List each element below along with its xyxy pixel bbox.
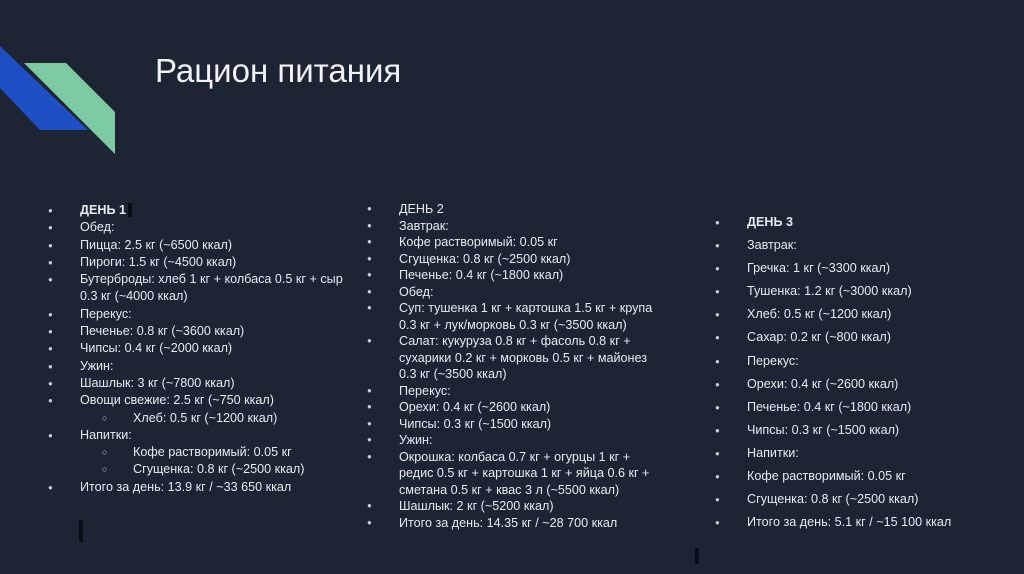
list-item: ● Завтрак: <box>747 234 951 257</box>
list-item: редис 0.5 кг + картошка 1 кг + яйца 0.6 кг + <box>399 466 650 480</box>
list-item: ● Перекус: <box>747 350 951 373</box>
cursor-mark <box>79 520 83 542</box>
list-item: ● Салат: кукуруза 0.8 кг + фасоль 0.8 кг + <box>399 333 652 350</box>
list-item: ● Сахар: 0.2 кг (~800 ккал) <box>747 326 951 349</box>
list-item: ● Сгущенка: 0.8 кг (~2500 ккал) <box>747 488 951 511</box>
list-item: ● Ужин: <box>80 358 343 375</box>
list-item: ● Хлеб: 0.5 кг (~1200 ккал) <box>747 303 951 326</box>
list-item: ● Орехи: 0.4 кг (~2600 ккал) <box>399 399 652 416</box>
list-item: ● Бутерброды: хлеб 1 кг + колбаса 0.5 кг + сыр <box>80 271 343 288</box>
list-item: ● Кофе растворимый: 0.05 кг <box>399 234 652 251</box>
list-item: ● Сгущенка: 0.8 кг (~2500 ккал) <box>399 251 652 268</box>
list-item: ● Печенье: 0.4 кг (~1800 ккал) <box>399 267 652 284</box>
list-item: ● Тушенка: 1.2 кг (~3000 ккал) <box>747 280 951 303</box>
list-item: ● Перекус: <box>399 383 652 400</box>
list-item: ● Перекус: <box>80 306 343 323</box>
list-item: ● Напитки: <box>747 442 951 465</box>
list-item: ● Кофе растворимый: 0.05 кг <box>747 465 951 488</box>
list-item: ● Шашлык: 2 кг (~5200 ккал) <box>399 498 652 515</box>
sub-list-item: ○ Сгущенка: 0.8 кг (~2500 ккал) <box>80 461 343 478</box>
list-item: ● Овощи свежие: 2.5 кг (~750 ккал) <box>80 392 343 409</box>
list-item: ● Печенье: 0.8 кг (~3600 ккал) <box>80 323 343 340</box>
day2-list <box>399 201 652 531</box>
slide-title: Рацион питания <box>155 52 402 89</box>
list-item: ● Напитки: <box>80 427 343 444</box>
list-item: ● ДЕНЬ 1 <box>80 202 343 219</box>
list-item: ● Печенье: 0.4 кг (~1800 ккал) <box>747 396 951 419</box>
list-item: ● Шашлык: 3 кг (~7800 ккал) <box>80 375 343 392</box>
list-item: ● Чипсы: 0.3 кг (~1500 ккал) <box>399 416 652 433</box>
list-item: ● Орехи: 0.4 кг (~2600 ккал) <box>747 373 951 396</box>
list-item: сметана 0.5 кг + квас 3 л (~5500 ккал) <box>399 482 620 497</box>
list-item: ● ДЕНЬ 2 <box>399 201 652 218</box>
list-item: 0.3 кг (~3500 ккал) <box>399 367 507 381</box>
cursor-mark <box>128 203 132 217</box>
sub-list-item: ○ Хлеб: 0.5 кг (~1200 ккал) <box>80 410 343 427</box>
list-item: ● Пироги: 1.5 кг (~4500 ккал) <box>80 254 343 271</box>
list-item: ● Итого за день: 14.35 кг / ~28 700 ккал <box>399 515 652 532</box>
list-item: ● Обед: <box>399 284 652 301</box>
list-item: ● Итого за день: 13.9 кг / ~33 650 ккал <box>80 479 343 496</box>
list-item: ● Суп: тушенка 1 кг + картошка 1.5 кг + крупа <box>399 300 652 317</box>
list-item: ● Пицца: 2.5 кг (~6500 ккал) <box>80 237 343 254</box>
day1-list <box>80 202 343 496</box>
list-item: ● Окрошка: колбаса 0.7 кг + огурцы 1 кг + <box>399 449 652 466</box>
day3-list <box>747 211 951 534</box>
list-item: ● ДЕНЬ 3 <box>747 211 951 234</box>
list-item: ● Ужин: <box>399 432 652 449</box>
list-item: 0.3 кг (~4000 ккал) <box>80 289 188 304</box>
list-item: ● Гречка: 1 кг (~3300 ккал) <box>747 257 951 280</box>
list-item: ● Завтрак: <box>399 218 652 235</box>
list-item: ● Чипсы: 0.4 кг (~2000 ккал) <box>80 340 343 357</box>
list-item: ● Чипсы: 0.3 кг (~1500 ккал) <box>747 419 951 442</box>
list-item: ● Итого за день: 5.1 кг / ~15 100 ккал <box>747 511 951 534</box>
list-item: сухарики 0.2 кг + морковь 0.5 кг + майонез <box>399 350 647 365</box>
cursor-mark <box>695 548 699 564</box>
slide-corner-decoration <box>0 0 130 170</box>
sub-list-item: ○ Кофе растворимый: 0.05 кг <box>80 444 343 461</box>
list-item: ● Обед: <box>80 219 343 236</box>
list-item: 0.3 кг + лук/морковь 0.3 кг (~3500 ккал) <box>399 317 627 332</box>
